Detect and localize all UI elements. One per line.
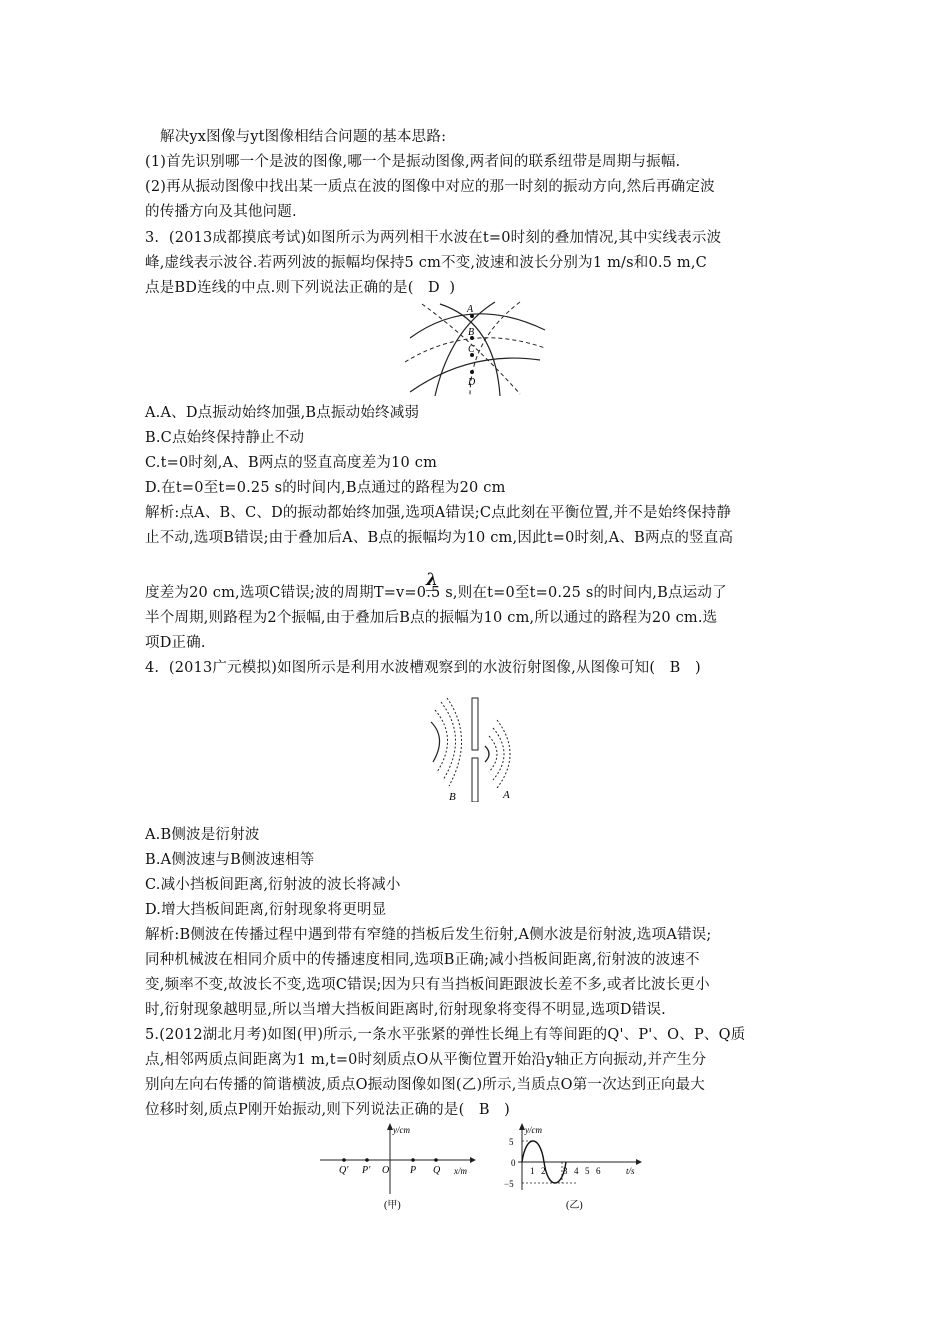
- label-b-side: B: [449, 791, 456, 802]
- wave-right-2: [489, 736, 497, 772]
- barrier-top: [472, 698, 478, 750]
- y-axis-label: y/cm: [393, 1125, 410, 1135]
- q3-analysis-1: 解析:点A、B、C、D的振动都始终加强,选项A错误;C点此刻在平衡位置,并不是始终保持静: [145, 505, 732, 521]
- q3-analysis-3: 度差为20 cm,选项C错误;波的周期T=v=0.5 s,则在t=0至t=0.25 s的时间内,B点运动了: [145, 585, 727, 601]
- t-tick-5: 5: [585, 1166, 590, 1176]
- t-tick-4: 4: [574, 1166, 579, 1176]
- q4-option-b: B.A侧波速与B侧波速相等: [145, 852, 315, 868]
- q3-option-d: D.在t=0至t=0.25 s的时间内,B点通过的路程为20 cm: [145, 480, 506, 496]
- wave-left-1: [431, 722, 440, 762]
- x-axis-label: x/m: [454, 1166, 467, 1176]
- crest-line-4: [435, 302, 495, 396]
- q3-option-c: C.t=0时刻,A、B两点的竖直高度差为10 cm: [145, 455, 438, 471]
- wave-left-3: [441, 702, 456, 780]
- caption-jia: (甲): [384, 1200, 401, 1211]
- point-q: [434, 1158, 438, 1162]
- intro-line-2: (1)首先识别哪一个是波的图像,哪一个是振动图像,两者间的联系纽带是周期与振幅.: [145, 154, 681, 170]
- q4-option-a: A.B侧波是衍射波: [145, 827, 260, 843]
- wave-left-2: [435, 710, 448, 772]
- q5-stem-2: 点,相邻两质点间距离为1 m,t=0时刻质点O从平衡位置开始沿y轴正方向振动,并产生分: [145, 1052, 707, 1068]
- label-p-prime: P': [362, 1165, 371, 1176]
- label-a-side: A: [503, 789, 510, 801]
- label-q: Q: [433, 1165, 441, 1176]
- q4-option-d: D.增大挡板间距离,衍射现象将更明显: [145, 902, 387, 918]
- crest-line-1: [410, 314, 545, 338]
- t-axis-arrow: [636, 1159, 642, 1165]
- q5-stem-4: 位移时刻,质点P刚开始振动,则下列说法正确的是( B ): [145, 1102, 510, 1118]
- point-d: [470, 370, 474, 374]
- wave-right-1: [485, 746, 489, 762]
- y-tick-0: 0: [511, 1158, 516, 1168]
- q5-stem-1: 5.(2012湖北月考)如图(甲)所示,一条水平张紧的弹性长绳上有等间距的Q'、P'、O、P、Q质: [145, 1027, 746, 1043]
- t-axis-label: t/s: [626, 1166, 635, 1176]
- y-axis-label: y/cm: [525, 1125, 542, 1135]
- q3-analysis-5: 项D正确.: [145, 635, 206, 651]
- q3-interference-figure: [400, 300, 550, 398]
- label-p: P: [410, 1165, 417, 1176]
- q3-stem-2: 峰,虚线表示波谷.若两列波的振幅均保持5 cm不变,波速和波长分别为1 m/s和0.5 m,C: [145, 255, 707, 271]
- q3-option-a: A.A、D点振动始终加强,B点振动始终减弱: [145, 405, 420, 421]
- label-a: A: [467, 304, 474, 315]
- fraction-numerator: λ: [426, 570, 438, 590]
- q4-analysis-1: 解析:B侧波在传播过程中遇到带有窄缝的挡板后发生衍射,A侧水波是衍射波,选项A错误;: [145, 927, 712, 943]
- label-c: C: [468, 344, 475, 355]
- q3-analysis-4: 半个周期,则路程为2个振幅,由于叠加后B点的振幅为10 cm,所以通过的路程为20 cm.选: [145, 610, 718, 626]
- point-p-prime: [365, 1158, 369, 1162]
- label-q-prime: Q': [339, 1165, 349, 1176]
- wave-left-4: [447, 698, 462, 786]
- x-axis-arrow: [470, 1157, 476, 1163]
- t-tick-1: 1: [530, 1166, 535, 1176]
- intro-line-4: 的传播方向及其他问题.: [145, 204, 297, 220]
- q4-analysis-3: 变,频率不变,故波长不变,选项C错误;因为只有当挡板间距跟波长差不多,或者比波长更小: [145, 977, 710, 993]
- label-b: B: [468, 327, 475, 338]
- y-tick-neg5: −5: [504, 1179, 514, 1189]
- q3-stem-1: 3. (2013成都摸底考试)如图所示为两列相干水波在t=0时刻的叠加情况,其中实线表示波: [145, 230, 722, 246]
- intro-line-3: (2)再从振动图像中找出某一质点在波的图像中对应的那一时刻的振动方向,然后再确定波: [145, 179, 715, 195]
- y-tick-5: 5: [509, 1137, 514, 1147]
- q4-analysis-4: 时,衍射现象越明显,所以当增大挡板间距离时,衍射现象将变得不明显,选项D错误.: [145, 1002, 666, 1018]
- label-d: D: [468, 377, 476, 388]
- q4-option-c: C.减小挡板间距离,衍射波的波长将减小: [145, 877, 401, 893]
- t-tick-2: 2: [541, 1166, 546, 1176]
- label-o: O: [382, 1165, 390, 1176]
- barrier-bottom: [472, 758, 478, 802]
- q4-stem: 4. (2013广元模拟)如图所示是利用水波槽观察到的水波衍射图像,从图像可知( B ): [145, 660, 701, 676]
- q4-diffraction-figure: [425, 690, 525, 802]
- q5-figure-yi: [500, 1122, 650, 1214]
- wave-right-3: [493, 728, 504, 780]
- q3-stem-3: 点是BD连线的中点.则下列说法正确的是( D ): [145, 280, 456, 296]
- t-tick-3: 3: [563, 1166, 568, 1176]
- q4-analysis-2: 同种机械波在相同介质中的传播速度相同,选项B正确;减小挡板间距离,衍射波的波速不: [145, 952, 700, 968]
- q5-stem-3: 别向左向右传播的简谐横波,质点O振动图像如图(乙)所示,当质点O第一次达到正向最大: [145, 1077, 706, 1093]
- q3-analysis-2: 止不动,选项B错误;由于叠加后A、B点的振幅均为10 cm,因此t=0时刻,A、B两点的竖直高: [145, 530, 734, 546]
- point-p: [411, 1158, 415, 1162]
- caption-yi: (乙): [566, 1200, 583, 1211]
- q3-option-b: B.C点始终保持静止不动: [145, 430, 305, 446]
- point-q-prime: [342, 1158, 346, 1162]
- t-tick-6: 6: [596, 1166, 601, 1176]
- intro-line-1: 解决yx图像与yt图像相结合问题的基本思路:: [160, 129, 447, 145]
- q5-figure-jia: [318, 1122, 478, 1214]
